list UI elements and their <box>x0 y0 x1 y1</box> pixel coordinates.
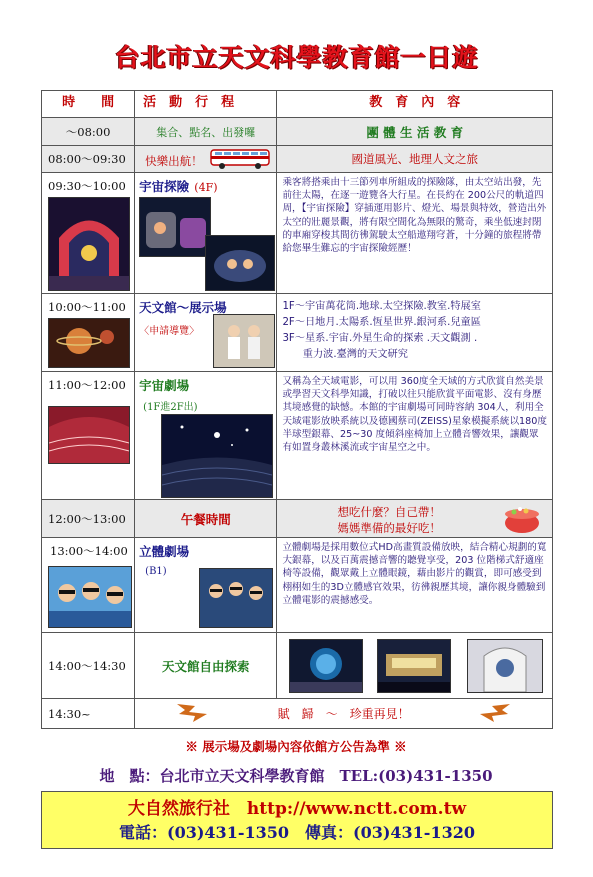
page-title: 台北市立天文科學教育館一日遊 <box>114 43 479 72</box>
table-row <box>42 372 553 500</box>
row-time: 09:30～10:00 <box>48 179 126 193</box>
content-line: 1F～宇宙萬花筒.地球.太空探險.教室.特展室 <box>282 301 481 312</box>
3d-theater-photo <box>199 568 273 628</box>
row-time: ～08:00 <box>42 118 135 146</box>
table-row <box>42 500 553 538</box>
header-content: 教 育 內 容 <box>277 91 553 118</box>
row-time: 11:00～12:00 <box>48 378 126 392</box>
row-activity: 宇宙探險 <box>139 179 190 194</box>
row-activity-sub: (1F進2F出) <box>143 402 198 413</box>
row-activity: 宇宙劇場 <box>139 378 190 393</box>
exhibit-figures-photo <box>213 314 275 368</box>
dome-theater-photo <box>48 406 130 464</box>
contact-text: 電話：(03)431-1350 傳真：(03)431-1320 <box>119 823 475 842</box>
table-row <box>42 173 553 294</box>
cooking-pot-icon <box>500 503 544 535</box>
table-row <box>42 538 553 633</box>
table-row <box>42 294 553 372</box>
table-row <box>42 633 553 699</box>
row-time: 10:00～11:00 <box>48 300 126 314</box>
table-header-row <box>42 91 553 118</box>
row-time: 14:00～14:30 <box>42 633 135 699</box>
exhibit-hall-photo-2 <box>377 639 451 693</box>
bus-icon <box>210 148 272 170</box>
dome-audience-photo <box>161 414 273 498</box>
exhibit-hall-photo-1 <box>289 639 363 693</box>
content-line: 媽媽準備的最好吃！ <box>337 521 441 535</box>
exhibit-planets-photo <box>48 318 130 368</box>
row-activity: 立體劇場 <box>139 544 190 559</box>
row-activity: 集合、點名、出發囉 <box>135 118 277 146</box>
row-activity-sub: 〈申請導覽〉 <box>139 326 200 337</box>
space-tunnel-photo <box>48 197 130 291</box>
row-content: 立體劇場是採用數位式HD高畫質設備放映，結合精心規劃的寬大銀幕，以及百萬震撼音響的聽覺享受，203 位階梯式舒適座椅等設備，觀眾戴上立體眼鏡，藉由影片的觀賞，即可感受到栩栩如生的3D立體感官效果，彷彿親歷其境，讓你親身體驗到立體電影的震撼感受。 <box>277 538 553 633</box>
space-ride-photo <box>139 197 211 257</box>
row-content: 又稱為全天域電影，可以用 360度全天域的方式欣賞自然美景或學習天文科學知識，打破以往只能欣賞平面電影、沒有身歷其境感覺的缺憾。本館的宇宙劇場可同時容納 304人，利用全天域電影放映系統以及德國蔡司(ZEISS)星象模擬系統以180度半球型銀幕、25~30 度傾斜座椅加上立體音響效果，讓觀眾有如置身叢林溪流或宇宙星空之中。 <box>277 372 553 500</box>
row-content: 國道風光、地理人文之旅 <box>277 146 553 173</box>
header-activity: 活 動 行 程 <box>135 91 277 118</box>
content-line: 重力波.臺灣的天文研究 <box>282 349 408 360</box>
row-time: 14:30~ <box>42 699 135 729</box>
row-time: 12:00～13:00 <box>42 500 135 538</box>
exhibit-hall-photo-3 <box>467 639 543 693</box>
table-row <box>42 118 553 146</box>
row-time: 13:00～14:00 <box>50 544 128 558</box>
row-activity: 天文館～展示場 <box>139 300 227 315</box>
row-activity: 午餐時間 <box>135 500 277 538</box>
address-text: 地 點：台北市立天文科學教育館 TEL:(03)431-1350 <box>99 767 493 785</box>
row-activity: 天文館自由探索 <box>135 633 277 699</box>
row-time: 08:00～09:30 <box>42 146 135 173</box>
content-line: 2F～日地月.太陽系.恆星世界.銀河系.兒童區 <box>282 317 481 328</box>
3d-glasses-audience-photo <box>48 566 132 628</box>
notice-text: ※ 展示場及劇場內容依館方公告為準 ※ <box>185 739 407 754</box>
row-activity-sub: (4F) <box>194 181 218 194</box>
agency-text: 大自然旅行社 http://www.nctt.com.tw <box>127 799 467 819</box>
lightning-bolt-icon-right <box>478 702 512 724</box>
content-line: 想吃什麼？自己帶！ <box>337 505 441 519</box>
table-row <box>42 146 553 173</box>
row-activity-sub: (B1) <box>145 566 167 577</box>
agency-box <box>41 791 553 849</box>
row-content: 賦 歸 ～ 珍重再見！ <box>277 707 410 721</box>
row-content: 乘客將搭乘由十三節列車所組成的探險隊，由太空站出發，先前往太陽，在逐一遊覽各大行星。在長約在 200公尺的軌道四周，【宇宙探險】穿插運用影片、燈光、場景與特效，營造出外太空的壯麗景觀，將有限空間化為無限的驚奇，乘坐低速封閉的車廂穿梭其間彷彿駕駛太空船遨翔穹蒼，十分鐘的旅程將帶給您畢生難忘的宇宙探險經歷！ <box>277 173 553 294</box>
row-activity-cell <box>135 146 277 173</box>
row-activity: 快樂出航！ <box>145 153 203 168</box>
row-content: 團 體 生 活 教 育 <box>277 118 553 146</box>
header-time: 時 間 <box>42 91 135 118</box>
schedule-table <box>41 90 553 729</box>
table-row <box>42 699 553 729</box>
ride-car-photo <box>205 235 275 291</box>
content-line: 3F～星系.宇宙.外星生命的探索 .天文觀測 . <box>282 333 478 344</box>
